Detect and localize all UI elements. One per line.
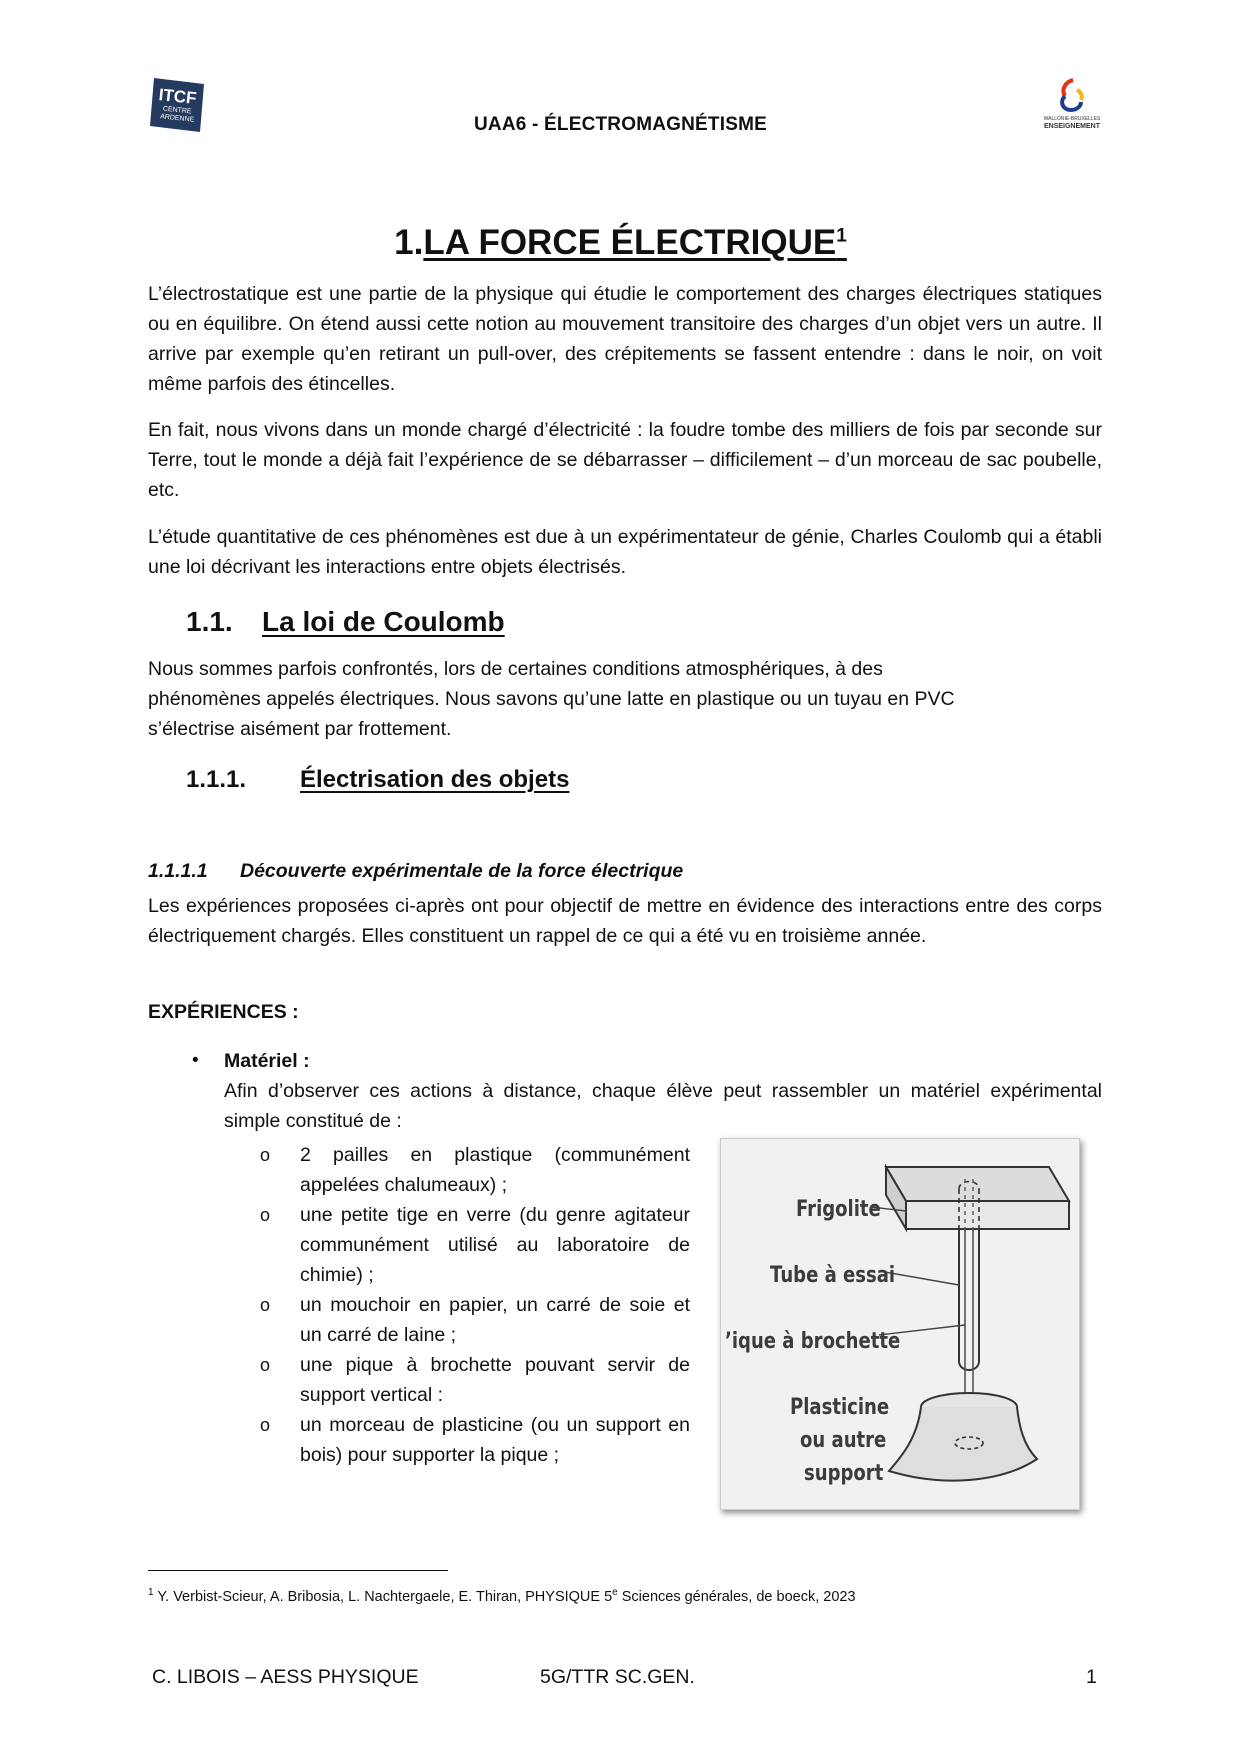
label-frigolite: Frigolite (796, 1197, 881, 1222)
subsection-title: La loi de Coulomb (262, 606, 505, 637)
subsubsection-title: Électrisation des objets (300, 766, 570, 793)
bullet-marker: • (192, 1050, 199, 1071)
label-tube: Tube à essai (770, 1263, 896, 1288)
list-item-text: un mouchoir en papier, un carré de soie et un carré de laine ; (300, 1294, 690, 1346)
list-item (260, 1140, 690, 1200)
header-title: UAA6 - ÉLECTROMAGNÉTISME (474, 114, 767, 135)
list-item (260, 1350, 690, 1410)
footnote (148, 1583, 856, 1607)
text-line: phénomènes appelés électriques. Nous savons qu’une latte en plastique ou un tuyau en PVC (148, 688, 955, 710)
list-item (260, 1200, 690, 1290)
text-line: s’électrise aisément par frottement. (148, 718, 452, 740)
context-paragraph: En fait, nous vivons dans un monde chargé d’électricité : la foudre tombe des milliers de fois par seconde sur Terre, tout le monde a déjà fait l’expérience de se débarrasser – difficilement – d’un morceau de sac poubelle, etc. (148, 419, 1102, 501)
label-plasticine: support (804, 1461, 884, 1486)
label-pique: ’ique à brochette (725, 1329, 901, 1354)
paragraph-heading (148, 857, 683, 885)
footnote-reference[interactable]: 1 (836, 225, 847, 247)
svg-text:CENTRE: CENTRE (162, 105, 192, 116)
svg-text:ENSEIGNEMENT: ENSEIGNEMENT (1043, 123, 1101, 130)
paragraph-heading-title: Découverte expérimentale de la force électrique (240, 860, 684, 882)
list-marker: o (260, 1145, 271, 1165)
list-item-text: un morceau de plasticine (ou un support en bois) pour supporter la pique ; (300, 1414, 690, 1466)
svg-text:ITCF: ITCF (157, 85, 198, 108)
list-marker: o (260, 1415, 271, 1435)
page-number: 1 (1086, 1666, 1097, 1688)
list-marker: o (260, 1355, 271, 1375)
experiments-intro-paragraph: Les expériences proposées ci-après ont pour objectif de mettre en évidence des interactions entre des corps électriquement chargés. Elles constituent un rappel de ce qui a été vu en troisième année. (148, 895, 1102, 947)
list-item-text: 2 pailles en plastique (communément appelées chalumeaux) ; (300, 1144, 690, 1196)
list-item-text: une pique à brochette pouvant servir de support vertical : (300, 1354, 690, 1406)
text-line: Nous sommes parfois confrontés, lors de certaines conditions atmosphériques, à des (148, 658, 883, 680)
footnote-text: Sciences générales, de boeck, 2023 (617, 1588, 856, 1605)
footnote-divider (148, 1570, 448, 1571)
label-plasticine: Plasticine (790, 1395, 890, 1420)
section-title (0, 219, 1241, 267)
list-marker: o (260, 1205, 271, 1225)
material-list (260, 1140, 690, 1470)
materiel-label: Matériel : (224, 1050, 310, 1072)
section-title-text: LA FORCE ÉLECTRIQUE (423, 223, 837, 262)
subsubsection-number: 1.1.1. (186, 766, 247, 793)
subsubsection-heading (186, 764, 569, 796)
subsection-heading (186, 604, 505, 640)
svg-text:WALLONIE-BRUXELLES: WALLONIE-BRUXELLES (1043, 116, 1101, 122)
subsection-number: 1.1. (186, 606, 233, 637)
list-marker: o (260, 1295, 271, 1315)
footnote-superscript: e (612, 1587, 618, 1598)
footnote-text: Y. Verbist-Scieur, A. Bribosia, L. Nachtergaele, E. Thiran, PHYSIQUE 5 (153, 1588, 613, 1605)
coulomb-intro-paragraph (148, 654, 1102, 744)
experiment-figure (720, 1138, 1080, 1510)
materiel-text: Afin d’observer ces actions à distance, chaque élève peut rassembler un matériel expérimental simple constitué de : (224, 1080, 1102, 1132)
footer-author: C. LIBOIS – AESS PHYSIQUE (152, 1666, 419, 1688)
list-item (260, 1410, 690, 1470)
footnote-mark: 1 (148, 1587, 154, 1598)
wbe-logo (1043, 76, 1101, 134)
svg-text:ARDENNE: ARDENNE (159, 113, 195, 124)
section-number: 1. (394, 223, 424, 262)
paragraph-heading-number: 1.1.1.1 (148, 860, 208, 882)
footer-course: 5G/TTR SC.GEN. (540, 1666, 695, 1688)
list-item-text: une petite tige en verre (du genre agitateur communément utilisé au laboratoire de chimie) ; (300, 1204, 690, 1286)
intro-paragraph: L’électrostatique est une partie de la physique qui étudie le comportement des charges électriques statiques ou en équilibre. On étend aussi cette notion au mouvement transitoire des charges d’un objet vers un autre. Il arrive par exemple qu’en retirant un pull-over, des crépitements se fassent entendre : dans le noir, on voit même parfois des étincelles. (148, 283, 1102, 395)
apparatus-drawing (721, 1139, 1079, 1509)
experiences-heading: EXPÉRIENCES : (148, 1001, 299, 1023)
label-plasticine: ou autre (800, 1428, 887, 1453)
list-item (260, 1290, 690, 1350)
coulomb-paragraph: L’étude quantitative de ces phénomènes est due à un expérimentateur de génie, Charles Coulomb qui a établi une loi décrivant les interactions entre objets électrisés. (148, 526, 1102, 578)
